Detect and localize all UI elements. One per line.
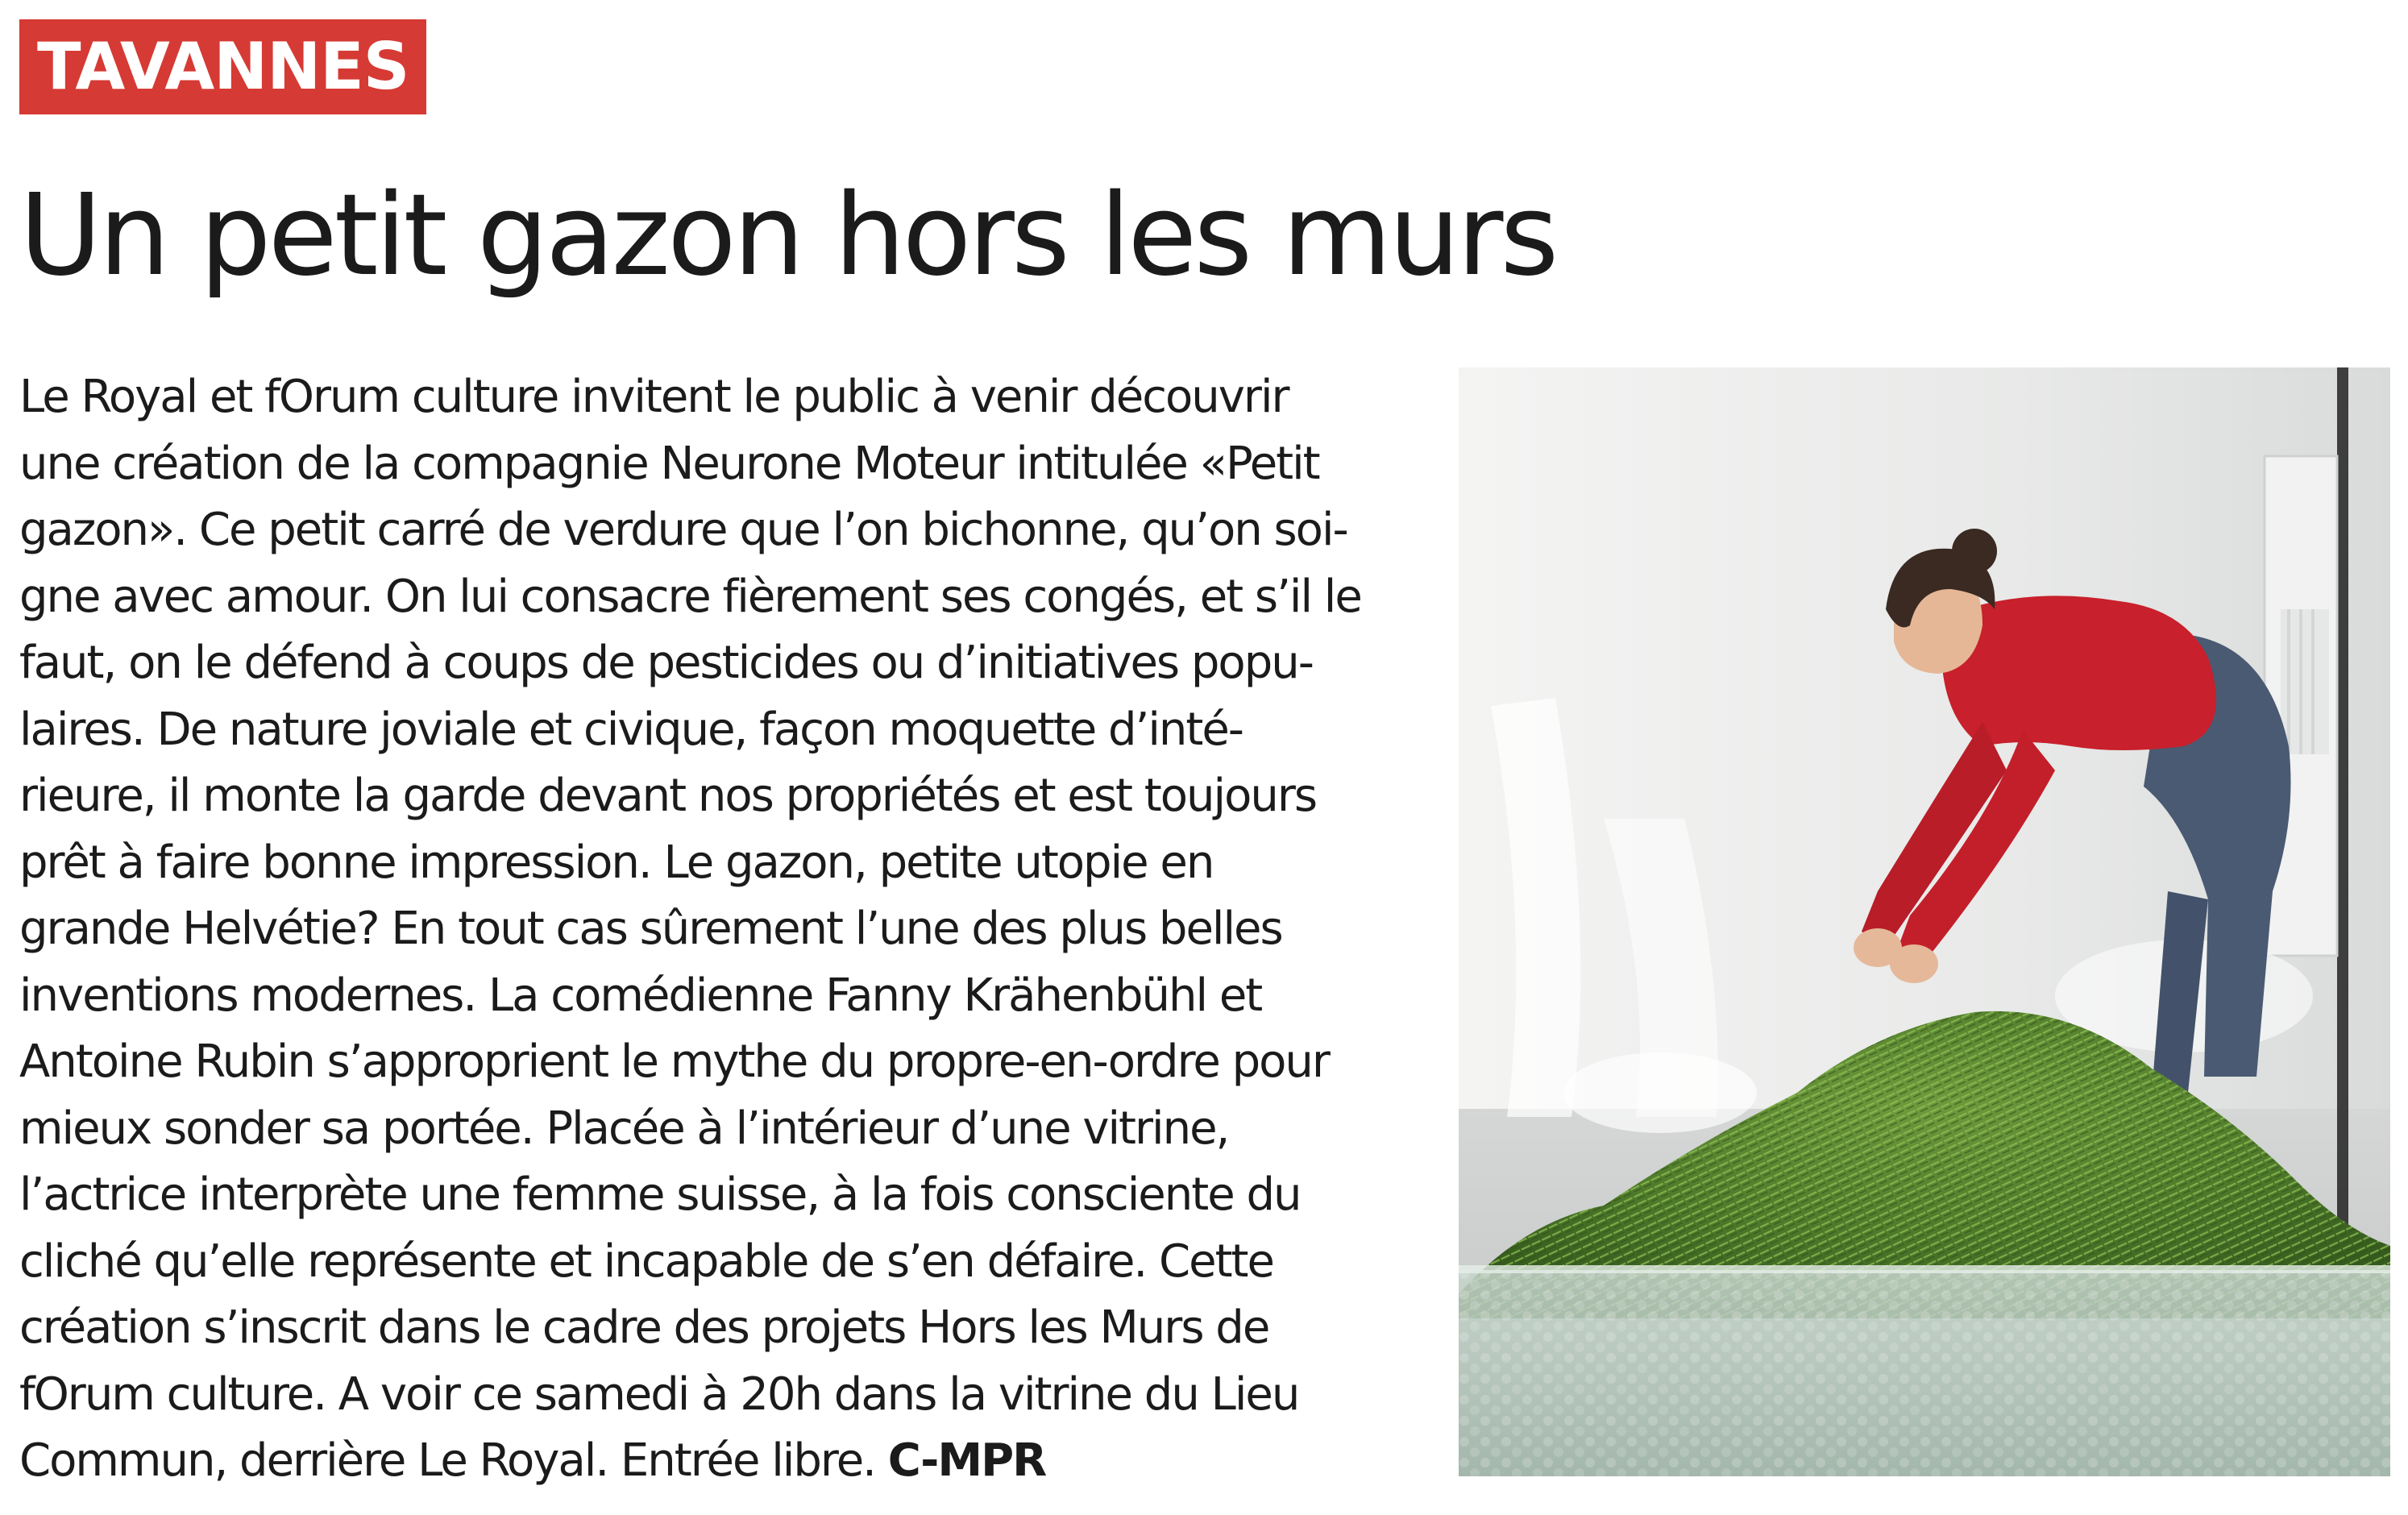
body-line: l’actrice interprète une femme suisse, à la fois consciente du [19, 1168, 1301, 1221]
body-line: gne avec amour. On lui consacre fièrement ses congés, et s’il le [19, 570, 1361, 623]
article-body [19, 364, 1438, 1495]
body-last-text: Commun, derrière Le Royal. Entrée libre. [19, 1434, 888, 1487]
byline: C-MPR [887, 1434, 1046, 1487]
body-line: Le Royal et fOrum culture invitent le public à venir découvrir [19, 371, 1289, 423]
body-line: fOrum culture. A voir ce samedi à 20h dans la vitrine du Lieu [19, 1368, 1299, 1421]
body-line: cliché qu’elle représente et incapable de s’en défaire. Cette [19, 1235, 1273, 1288]
body-line: rieure, il monte la garde devant nos propriétés et est toujours [19, 770, 1317, 822]
body-line-last [19, 1428, 1438, 1495]
body-line: laires. De nature joviale et civique, façon moquette d’inté- [19, 703, 1243, 756]
headline: Un petit gazon hors les murs [19, 170, 1556, 301]
body-line: gazon». Ce petit carré de verdure que l’on bichonne, qu’on soi- [19, 504, 1347, 556]
body-line: Antoine Rubin s’approprient le mythe du propre-en-ordre pour [19, 1036, 1329, 1088]
section-kicker: TAVANNES [19, 19, 426, 114]
body-line: une création de la compagnie Neurone Moteur intitulée «Petit [19, 437, 1319, 490]
body-line: prêt à faire bonne impression. Le gazon, petite utopie en [19, 836, 1214, 889]
body-line: inventions modernes. La comédienne Fanny Krähenbühl et [19, 969, 1262, 1022]
article-photo [1459, 367, 2390, 1476]
photo-illustration [1459, 367, 2390, 1476]
body-line: mieux sonder sa portée. Placée à l’intérieur d’une vitrine, [19, 1102, 1229, 1155]
body-line: faut, on le défend à coups de pesticides ou d’initiatives popu- [19, 637, 1313, 689]
body-line: grande Helvétie? En tout cas sûrement l’une des plus belles [19, 903, 1282, 955]
body-line: création s’inscrit dans le cadre des projets Hors les Murs de [19, 1301, 1269, 1354]
